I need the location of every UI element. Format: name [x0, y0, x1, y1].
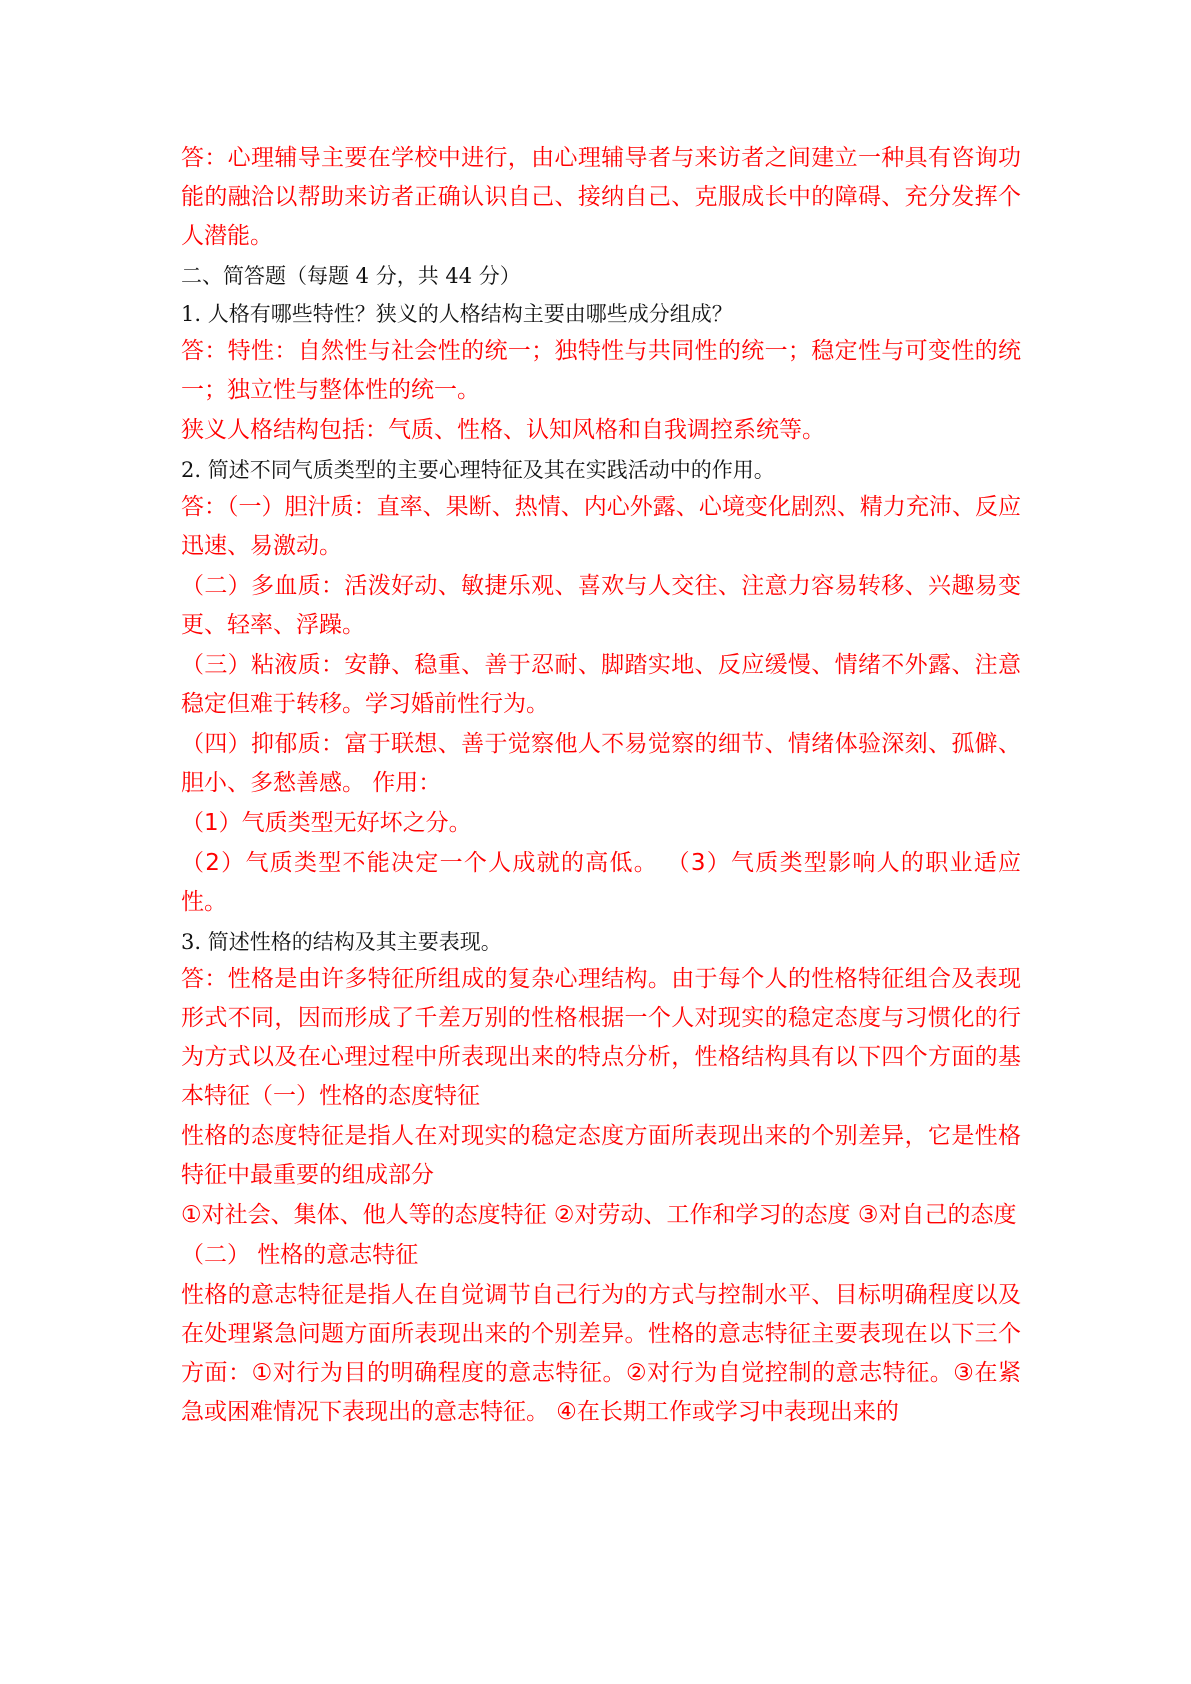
- answer-2-melancholic: （四）抑郁质：富于联想、善于觉察他人不易觉察的细节、情绪体验深刻、孤僻、胆小、多愁善感。 作用：: [181, 731, 1021, 796]
- answer-2-effect-1: （1）气质类型无好坏之分。: [181, 810, 472, 836]
- answer-3-will-definition: 性格的意志特征是指人在自觉调节自己行为的方式与控制水平、目标明确程度以及在处理紧急问题方面所表现出来的个别差异。性格的意志特征主要表现在以下三个方面：①对行为目的明确程度的意志特征。②对行为自觉控制的意志特征。③在紧急或困难情况下表现出的意志特征。 ④在长期工作或学习中表现出来的: [181, 1282, 1021, 1425]
- answer-1-traits: 答：特性：自然性与社会性的统一；独特性与共同性的统一；稳定性与可变性的统一；独立性与整体性的统一。: [181, 338, 1021, 403]
- answer-2-effect-2-3: （2）气质类型不能决定一个人成就的高低。 （3）气质类型影响人的职业适应性。: [181, 850, 1021, 915]
- question-1: 1. 人格有哪些特性？狭义的人格结构主要由哪些成分组成？: [181, 302, 733, 326]
- answer-counseling-definition: 答：心理辅导主要在学校中进行，由心理辅导者与来访者之间建立一种具有咨询功能的融洽以帮助来访者正确认识自己、接纳自己、克服成长中的障碍、充分发挥个人潜能。: [181, 145, 1021, 249]
- answer-3-will-heading: （二） 性格的意志特征: [181, 1242, 419, 1268]
- answer-3-attitude-definition: 性格的态度特征是指人在对现实的稳定态度方面所表现出来的个别差异，它是性格特征中最重要的组成部分: [181, 1123, 1021, 1188]
- question-2: 2. 简述不同气质类型的主要心理特征及其在实践活动中的作用。: [181, 458, 775, 482]
- answer-3-intro: 答：性格是由许多特征所组成的复杂心理结构。由于每个人的性格特征组合及表现形式不同，因而形成了千差万别的性格根据一个人对现实的稳定态度与习惯化的行为方式以及在心理过程中所表现出来的特点分析，性格结构具有以下四个方面的基本特征（一）性格的态度特征: [181, 966, 1021, 1109]
- answer-2-phlegmatic: （三）粘液质：安静、稳重、善于忍耐、脚踏实地、反应缓慢、情绪不外露、注意稳定但难于转移。学习婚前性行为。: [181, 652, 1021, 717]
- answer-3-attitude-items: ①对社会、集体、他人等的态度特征 ②对劳动、工作和学习的态度 ③对自己的态度: [181, 1202, 1017, 1228]
- section-heading-short-answer: 二、简答题（每题 4 分，共 44 分）: [181, 264, 521, 288]
- answer-2-choleric: 答：（一）胆汁质：直率、果断、热情、内心外露、心境变化剧烈、精力充沛、反应迅速、易激动。: [181, 494, 1021, 559]
- question-3: 3. 简述性格的结构及其主要表现。: [181, 930, 502, 954]
- answer-1-structure: 狭义人格结构包括：气质、性格、认知风格和自我调控系统等。: [181, 417, 825, 443]
- answer-2-sanguine: （二）多血质：活泼好动、敏捷乐观、喜欢与人交往、注意力容易转移、兴趣易变更、轻率、浮躁。: [181, 573, 1021, 638]
